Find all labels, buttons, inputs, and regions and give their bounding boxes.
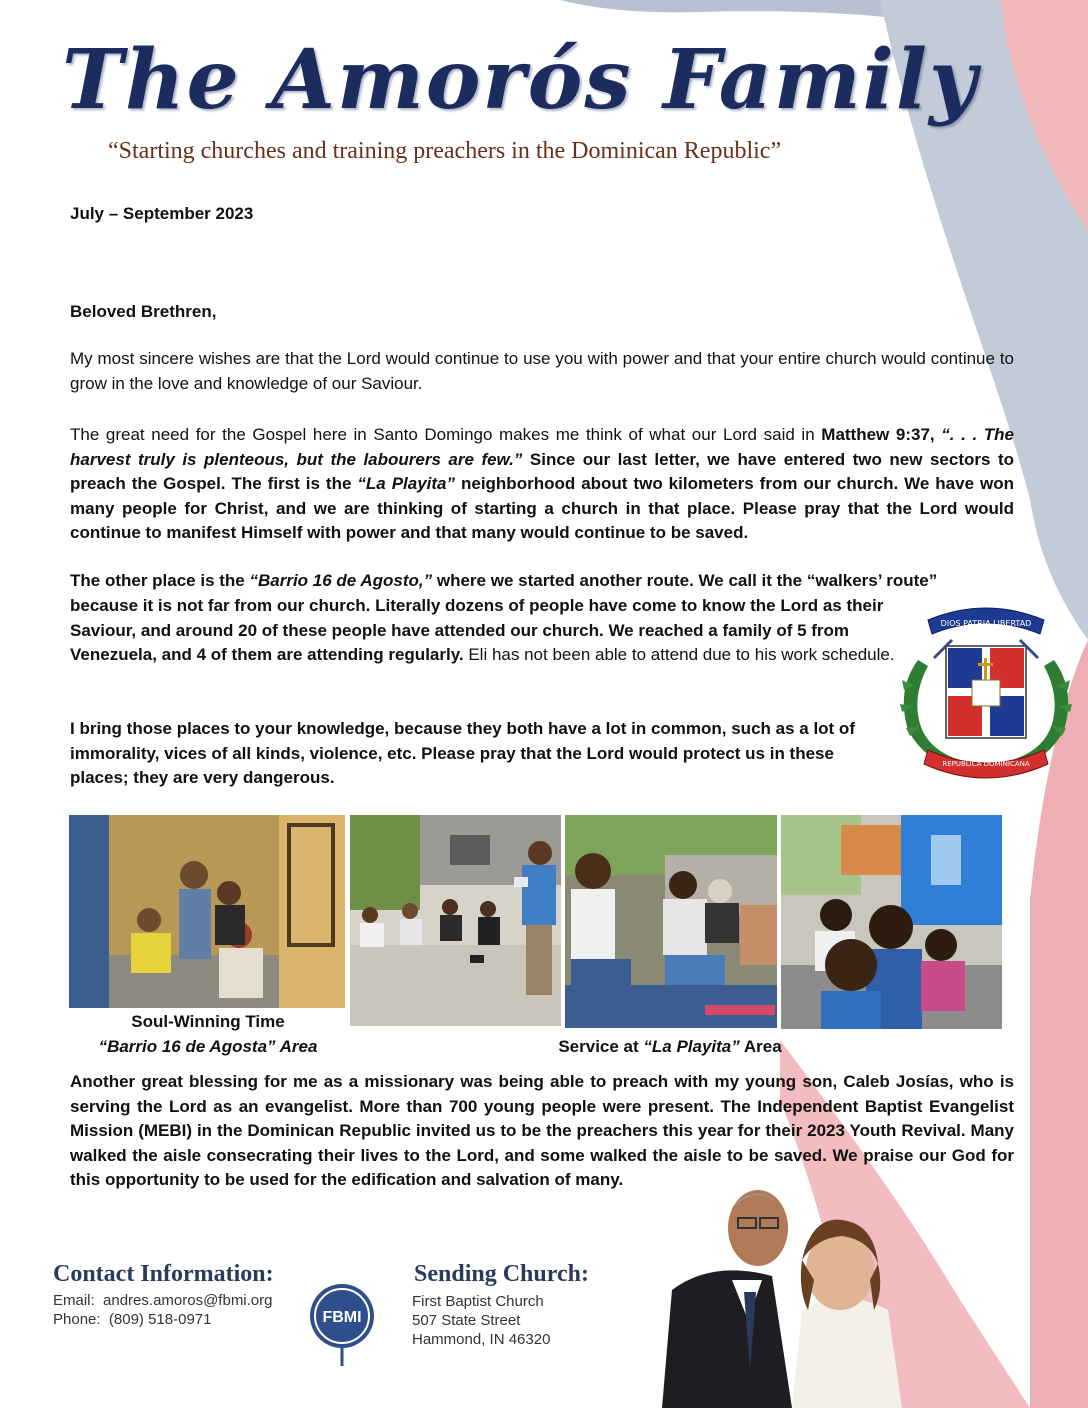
contact-email-line	[53, 1291, 273, 1310]
p3-place: “Barrio 16 de Agosto,”	[249, 571, 433, 590]
p2-rest: neighborhood about two kilometers from our church. We have won many people for Christ, and we are thinking of starting a church in that place. Please pray that the Lord would continue to manifest Himself with power and that many would continue to be saved.	[70, 474, 1015, 542]
paragraph-youth-revival: Another great blessing for me as a missionary was being able to preach with my young son, Caleb Josías, who is serving the Lord as an evangelist. More than 700 young people were present. The Independent Baptist Evangelist Mission (MEBI) in the Dominican Republic invited us to be the preachers this year for their 2023 Youth Revival. Many walked the aisle consecrating their lives to the Lord, and some walked the aisle to be saved. We praise our God for this opportunity to be used for the edification and salvation of many.	[70, 1072, 1014, 1189]
church-city: Hammond, IN 46320	[412, 1331, 551, 1348]
letter-date: July – September 2023	[70, 204, 254, 223]
caption-playita-suffix: Area	[739, 1037, 782, 1056]
email-label: Email:	[53, 1292, 95, 1309]
photo-playita-children-image	[781, 815, 1002, 1029]
contact-heading: Contact Information:	[53, 1261, 274, 1287]
paragraph-other-place-line1	[70, 569, 1014, 594]
p2-scripture-ref: Matthew 9:37,	[821, 425, 942, 444]
newsletter-tagline: “Starting churches and training preachers in the Dominican Republic”	[108, 138, 782, 164]
svg-text:REPUBLICA DOMINICANA: REPUBLICA DOMINICANA	[942, 760, 1030, 768]
photo-soul-winning-image	[69, 815, 345, 1008]
caption-soul-winning-line1: Soul-Winning Time	[131, 1012, 285, 1031]
caption-playita-service	[480, 1037, 860, 1057]
paragraph-prayer-request: I bring those places to your knowledge, because they both have a lot in common, such as a lot of immorality, vices of all kinds, violence, etc. Please pray that the Lord would protect us in these places; they are very dangerous.	[70, 719, 855, 787]
svg-text:FBMI: FBMI	[322, 1309, 362, 1326]
phone-label: Phone:	[53, 1311, 101, 1328]
caption-soul-winning-line2: “Barrio 16 de Agosta” Area	[98, 1037, 318, 1056]
email-value[interactable]: andres.amoros@fbmi.org	[103, 1292, 273, 1309]
p3-lead: The other place is the	[70, 571, 250, 590]
p2-scripture-quote: “. . . The harvest truly is plenteous, but the labourers are few.”	[70, 425, 1014, 469]
dominican-coat-of-arms	[888, 600, 1084, 782]
p3-bold-rest: because it is not far from our church. Literally dozens of people have come to know the Lord as their Saviour, and around 20 of these people have attended our church. We reached a family of 5 from Venezuela, and 4 of them are attending regularly.	[70, 596, 884, 664]
missionary-couple-portrait	[652, 1180, 908, 1408]
church-name: First Baptist Church	[412, 1293, 544, 1310]
p2-after: Since our last letter, we have entered two new sectors to preach the Gospel. The first is the	[70, 449, 1014, 493]
photo-playita-service-1	[350, 815, 561, 1026]
photo-playita-service-2	[565, 815, 777, 1028]
contact-phone-line	[53, 1310, 211, 1329]
svg-text:DIOS PATRIA LIBERTAD: DIOS PATRIA LIBERTAD	[940, 619, 1032, 628]
paragraph-wishes: My most sincere wishes are that the Lord would continue to use you with power and that your entire church would continue to grow in the love and knowledge of our Saviour.	[70, 349, 1014, 393]
photo-playita-service-1-image	[350, 815, 561, 1026]
fbmi-logo	[308, 1282, 376, 1368]
newsletter-title: The Amorós Family	[62, 32, 979, 128]
photo-playita-service-2-image	[565, 815, 777, 1028]
p2-place: “La Playita”	[357, 474, 456, 493]
paragraph-gospel-need	[70, 423, 1014, 546]
sending-church-heading: Sending Church:	[414, 1261, 589, 1287]
caption-playita-place: “La Playita”	[643, 1037, 740, 1056]
photo-soul-winning	[69, 815, 345, 1008]
p3-line1-rest: where we started another route. We call it the “walkers’ route”	[432, 571, 938, 590]
p3-plain-rest: Eli has not been able to attend due to his work schedule.	[463, 645, 895, 664]
p2-lead: The great need for the Gospel here in Santo Domingo makes me think of what our Lord said in	[70, 425, 822, 444]
letter-greeting: Beloved Brethren,	[70, 302, 217, 321]
paragraph-other-place-body	[70, 594, 916, 668]
photo-playita-children	[781, 815, 1002, 1029]
caption-playita-prefix: Service at	[558, 1037, 644, 1056]
church-street: 507 State Street	[412, 1312, 521, 1329]
phone-value[interactable]: (809) 518-0971	[108, 1311, 212, 1328]
